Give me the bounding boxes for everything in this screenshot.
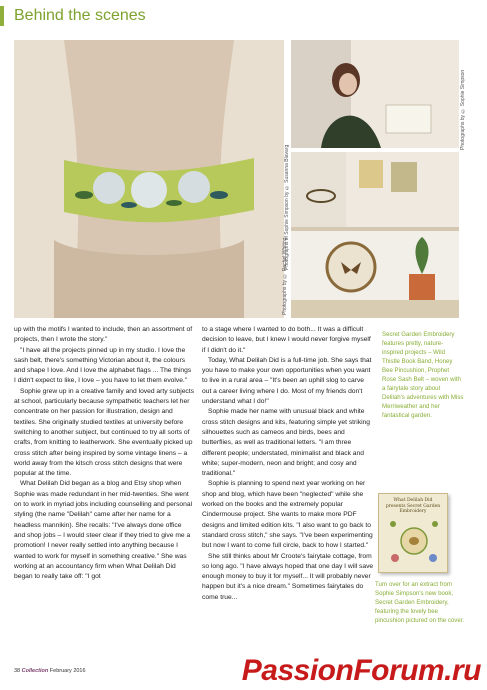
column1-paragraph: What Delilah Did began as a blog and Etsy shop when Sophie was made redundant in her mid-twenties. She went on to work in myriad jobs including counselling and personal styling (the name "Delilah" came after her name for a headless mannikin). She recalls: "I've always done office and shop jobs – I would steer clear if they tried to give me a promotion! I never really settled into anything because I wanted to work for myself in something creative." She was working at an accountancy firm when What Delilah Did began to really take off: "I got bbox=[14, 480, 193, 581]
column1-paragraph: "I have all the projects pinned up in my studio. I love the sash belt, there's something Victorian about it, the colours and shape I love. And I love the alphabet flags ... The things I didn't expect to like, I love – you have to let them evolve." bbox=[14, 346, 192, 385]
issue-date: February 2016 bbox=[49, 668, 86, 674]
article-column-2 bbox=[202, 325, 374, 603]
credit-lower: Photographs by © Rachel Whiting bbox=[282, 237, 288, 315]
column2-paragraph: Today, What Delilah Did is a full-time job. She says that you have to make your own opportunities when you want to live in a rural area – "It's been an uphill slog to carve out a career living where I do. Most of my friends don't understand what I do!" bbox=[202, 356, 372, 406]
column2-paragraph: Sophie is planning to spend next year working on her shop and blog, which have been "neglected" while she worked on the books and the extremely popular Cindermouse project. She wants to make more PDF designs and limited edition kits. "I also want to go back to standard cross stitch," she says. "I've been experimenting but now I want to come full circle, back to how I started." bbox=[202, 480, 373, 550]
header-accent bbox=[0, 6, 4, 26]
main-photo-sash-belt bbox=[14, 40, 284, 318]
column1-paragraph: Sophie grew up in a creative family and loved arty subjects at school, particularly because sympathetic teachers let her concentrate on her passion for illustration, design and textiles. She originally studied textiles at university before switching to another subject, but continued to try all sorts of crafts, from knitting to leatherwork. She eventually picked up cross stitch after being inspired by some vintage linens – a world away from the kitsch cross stitch designs that were popular at the time. bbox=[14, 387, 194, 478]
section-title: Behind the scenes bbox=[14, 7, 146, 24]
photo-shelf-collage bbox=[291, 152, 459, 318]
sidebar-caption-bottom: Turn over for an extract from Sophie Simpson's new book, Secret Garden Embroidery, featuring the lovely bee pincushion pictured on the cover. bbox=[375, 581, 465, 624]
credit-right: Photographs by © Sophie Simpson bbox=[460, 69, 466, 150]
photo-sophie-stitching bbox=[291, 40, 459, 148]
article-column-1 bbox=[14, 325, 194, 582]
page-number: 38 bbox=[14, 668, 21, 674]
column2-paragraph: She still thinks about Mr Croote's fairytale cottage, from so long ago. "I have always hoped that one day I will save enough money to buy it for myself... It will probably never happen but it's a nice dream." Sometimes fairytales do come true... bbox=[202, 552, 374, 601]
column2-paragraph: Sophie made her name with unusual black and white cross stitch designs and kits, featuring simple yet striking silhouettes such as cameos and birds, bees and butterflies, as well as traditional letters. "I am three different people; understated, minimalist and black and white; super-modern, neon and bright; and cosy and traditional." bbox=[202, 408, 371, 478]
page-footer bbox=[14, 668, 86, 674]
credit-main: Photographs of Sophie Simpson by © Susanna Blavarg bbox=[284, 144, 290, 270]
sidebar-caption-top: Secret Garden Embroidery features pretty, nature-inspired projects – Wild Thistle Book Band, Honey Bee Pincushion, Prophet Rose Sash Belt – woven with a fairytale story about Delilah's adventures with Miss Merriweather and her fantastical garden. bbox=[382, 331, 464, 419]
header-bar bbox=[0, 0, 487, 36]
column2-paragraph: to a stage where I wanted to do both... It was a difficult decision to leave, but I knew I would never forgive myself if I didn't do it." bbox=[202, 326, 371, 354]
watermark: PassionForum.ru bbox=[241, 654, 481, 687]
book-cover-title: What Delilah Did presents Secret Garden Embroidery bbox=[385, 498, 441, 514]
book-cover bbox=[378, 493, 448, 573]
magazine-brand: Collection bbox=[21, 668, 49, 674]
column1-paragraph: up with the motifs I wanted to include, then an assortment of projects, then I wrote the story." bbox=[14, 326, 193, 344]
